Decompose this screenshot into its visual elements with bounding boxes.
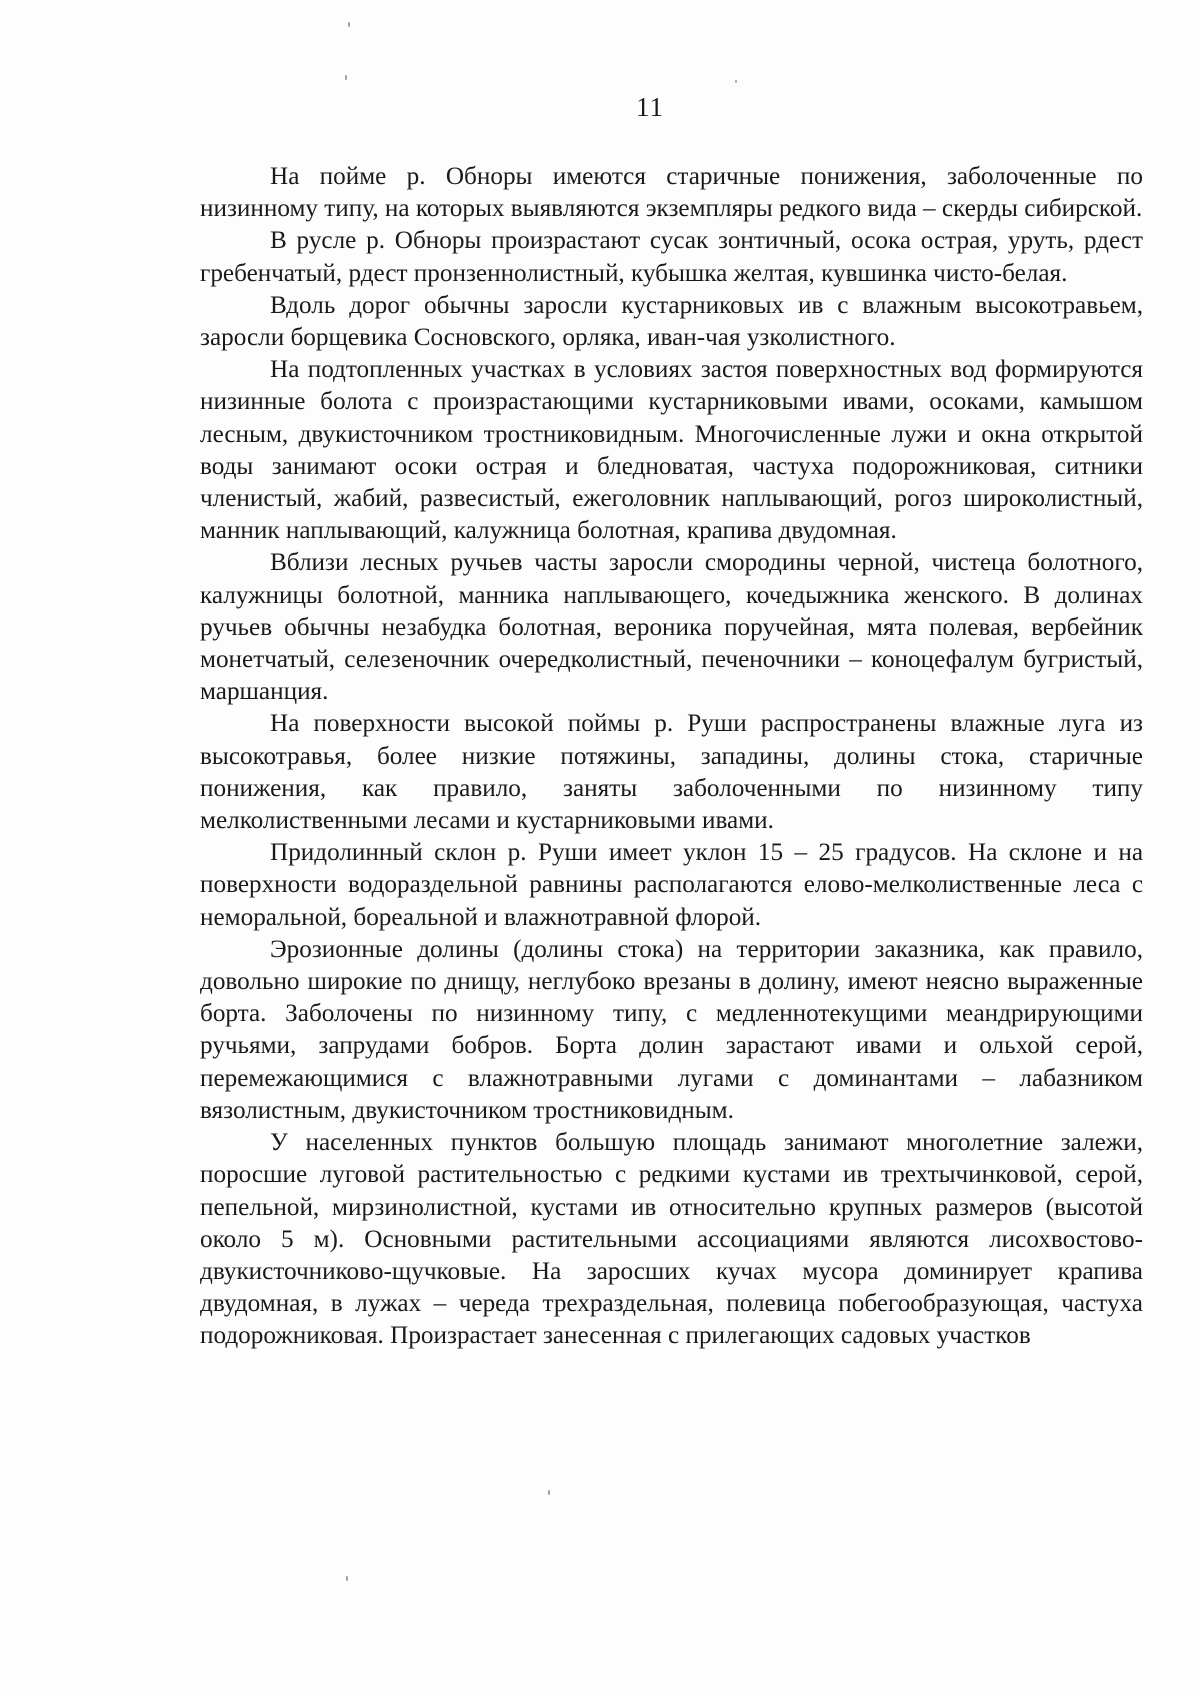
paragraph: На подтопленных участках в условиях застоя поверхностных вод формируются низинные болота с произрастающими кустарниковыми ивами, осоками, камышом лесным, двукисточником тростниковидным. Многочисленные лужи и окна открытой воды занимают осоки острая и бледноватая, частуха подорожниковая, ситники членистый, жабий, развесистый, ежеголовник наплывающий, рогоз широколистный, манник наплывающий, калужница болотная, крапива двудомная.: [200, 356, 1143, 545]
paragraph: На поверхности высокой поймы р. Руши распространены влажные луга из высокотравья, более низкие потяжины, западины, долины стока, старичные понижения, как правило, заняты заболоченными по низинному типу мелколиственными лесами и кустарниковыми ивами.: [200, 710, 1143, 835]
paragraph: Вблизи лесных ручьев часты заросли смородины черной, чистеца болотного, калужницы болотной, манника наплывающего, кочедыжника женского. В долинах ручьев обычны незабудка болотная, вероника поручейная, мята полевая, вербейник монетчатый, селезеночник очередколистный, печеночники – коноцефалум бугристый, маршанция.: [200, 549, 1143, 706]
paragraph: В русле р. Обноры произрастают сусак зонтичный, осока острая, уруть, рдест гребенчатый, рдест пронзеннолистный, кубышка желтая, кувшинка чисто-белая.: [200, 227, 1143, 287]
scan-speck: [346, 1576, 348, 1581]
scan-speck: [548, 1490, 550, 1495]
paragraph: На пойме р. Обноры имеются старичные понижения, заболоченные по низинному типу, на которых выявляются экземпляры редкого вида – скерды сибирской.: [200, 163, 1143, 223]
paragraph: Вдоль дорог обычны заросли кустарниковых ив с влажным высокотравьем, заросли борщевика Сосновского, орляка, иван-чая узколистного.: [200, 291, 1143, 352]
paragraph: У населенных пунктов большую площадь занимают многолетние залежи, поросшие луговой растительностью с редкими кустами ив трехтычинковой, серой, пепельной, мирзинолистной, кустами ив относительно крупных размеров (высотой около 5 м). Основными растительными ассоциациями являются лисохвостово-двукисточниково-щучковые. На заросших кучах мусора доминирует крапива двудомная, в лужах – череда трехраздельная, полевица побегообразующая, частуха подорожниковая. Произрастает занесенная с прилегающих садовых участков: [200, 1129, 1143, 1350]
scan-speck: [345, 75, 347, 80]
paragraph: Эрозионные долины (долины стока) на территории заказника, как правило, довольно широкие по днищу, неглубоко врезаны в долину, имеют неясно выраженные борта. Заболочены по низинному типу, с медленнотекущими меандрирующими ручьями, запрудами бобров. Борта долин зарастают ивами и ольхой серой, перемежающимися с влажнотравными лугами с доминантами – лабазником вязолистным, двукисточником тростниковидным.: [200, 935, 1143, 1124]
page-number: 11: [636, 92, 664, 122]
scan-speck: [735, 80, 737, 83]
document-body: [200, 161, 1143, 1353]
scan-speck: [348, 22, 350, 27]
paragraph: Придолинный склон р. Руши имеет уклон 15 – 25 градусов. На склоне и на поверхности водораздельной равнины располагаются елово-мелколиственные леса с неморальной, бореальной и влажнотравной флорой.: [200, 839, 1143, 931]
